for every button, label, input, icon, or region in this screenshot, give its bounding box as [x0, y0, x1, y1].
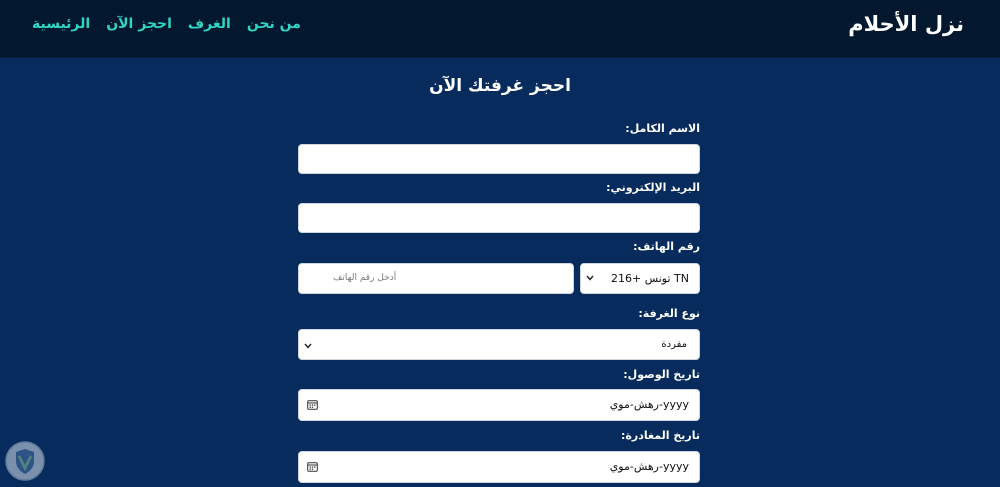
chevron-down-icon [303, 341, 313, 351]
nav-item-book-now[interactable]: احجز الآن [106, 16, 172, 32]
arrival-date-input[interactable] [298, 389, 700, 421]
arrival-date-value: yyyy-رهش-موي [609, 398, 689, 411]
departure-date-label: تاريخ المغادرة: [621, 429, 700, 442]
form-title: احجز غرفتك الآن [429, 76, 571, 96]
room-type-value: مفردة [661, 339, 687, 350]
email-label: البريد الإلكتروني: [606, 181, 700, 194]
country-code-value: TN تونس +216 [611, 272, 689, 285]
header-bar [0, 0, 1000, 58]
main-nav [32, 16, 301, 32]
phone-label: رقم الهاتف: [633, 240, 700, 253]
departure-date-input[interactable] [298, 451, 700, 483]
arrival-date-label: تاريخ الوصول: [623, 368, 700, 381]
nav-item-rooms[interactable]: الغرف [187, 16, 231, 32]
phone-placeholder: أدخل رقم الهاتف [333, 273, 397, 283]
calendar-icon[interactable] [307, 399, 318, 410]
nav-item-about[interactable]: من نحن [246, 16, 301, 32]
full-name-field[interactable] [298, 144, 700, 174]
departure-date-value: yyyy-رهش-موي [609, 460, 689, 473]
calendar-icon[interactable] [307, 461, 318, 472]
email-field[interactable] [298, 203, 700, 233]
phone-input[interactable] [298, 263, 574, 294]
full-name-label: الاسم الكامل: [625, 122, 700, 135]
country-code-select[interactable] [580, 263, 700, 294]
room-type-label: نوع الغرفة: [638, 307, 700, 320]
site-brand[interactable]: نزل الأحلام [848, 12, 964, 36]
room-type-select[interactable] [298, 329, 700, 360]
shield-logo-icon [4, 439, 46, 483]
chevron-down-icon [585, 273, 595, 283]
nav-item-home[interactable]: الرئيسية [32, 16, 91, 32]
